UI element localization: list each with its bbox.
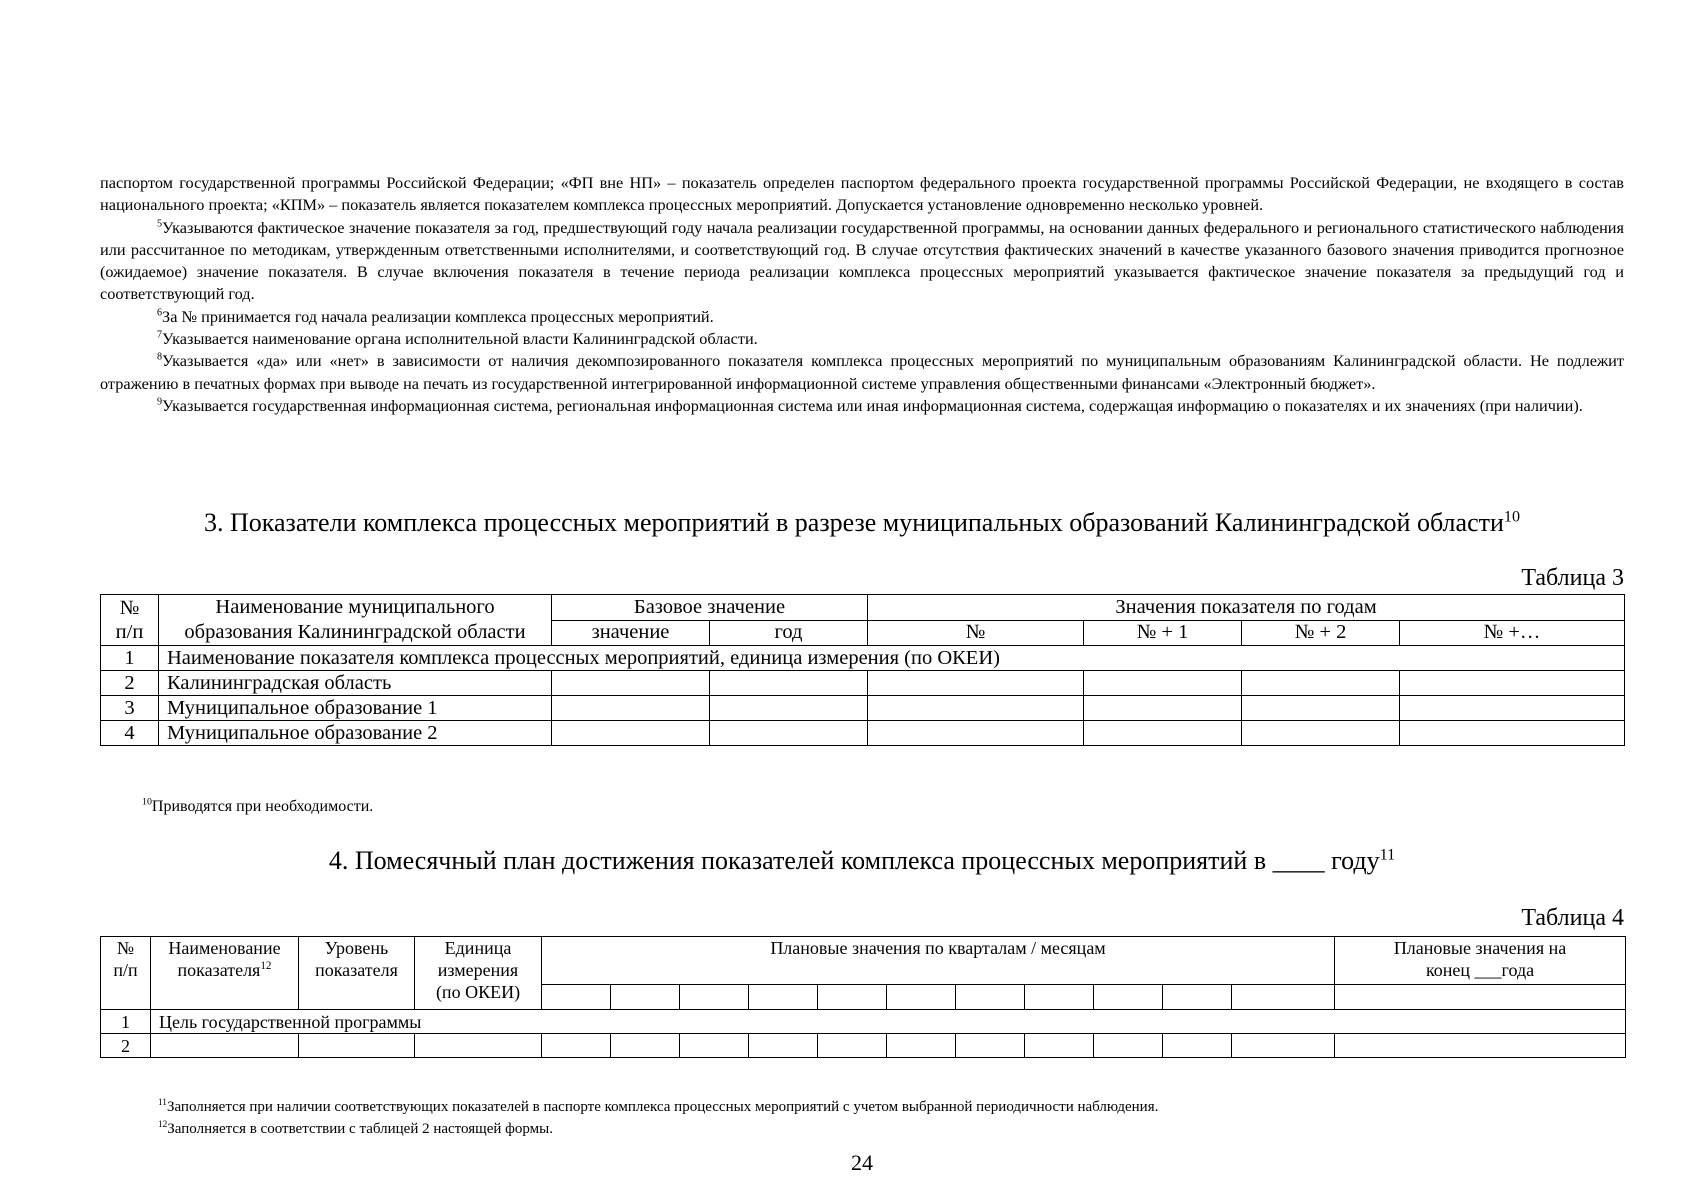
t3-header-y2: № + 2 <box>1242 620 1400 646</box>
t3-header-base: Базовое значение <box>552 595 868 621</box>
footnote-11: $^{11}$Заполняется при наличии соответствующих показателей в паспорте комплекса процессных мероприятий с учетом выбранной периодичности наблюдения. <box>158 1098 1159 1115</box>
page-number: 24 <box>851 1150 873 1175</box>
footnote-8: $^8$Указывается «да» или «нет» в зависимости от наличия декомпозированного показателя комплекса процессных мероприятий по муниципальным образованиям Калининградской области. Не подлежит отражению в печатных формах при выводе на печать из государственной интегрированной информационной системе управления общественными финансами «Электронный бюджет». <box>100 351 1624 393</box>
table-4-label: Таблица 4 <box>1521 905 1624 931</box>
t3-header-y0: № <box>868 620 1084 646</box>
t3-header-years: Значения показателя по годам <box>868 595 1625 621</box>
t3-header-base-value: значение <box>552 620 710 646</box>
t4-header-name: Наименование показателя$^{12}$ <box>151 937 299 1010</box>
table-row: 3 Муниципальное образование 1 <box>101 696 1625 721</box>
table-row: 1 Цель государственной программы <box>101 1010 1626 1034</box>
t3-header-num: № п/п <box>101 595 159 646</box>
document-page <box>100 0 1624 1200</box>
t4-header-unit: Единица измерения (по ОКЕИ) <box>415 937 542 1010</box>
table-3 <box>100 594 1625 746</box>
table-3-label: Таблица 3 <box>1521 565 1624 591</box>
t3-header-base-year: год <box>710 620 868 646</box>
t3-header-name: Наименование муниципального образования Калининградской области <box>159 595 552 646</box>
footnote-7: $^7$Указывается наименование органа исполнительной власти Калининградской области. <box>157 329 758 349</box>
t4-header-num: № п/п <box>101 937 151 1010</box>
t4-header-level: Уровень показателя <box>299 937 415 1010</box>
table-row: 4 Муниципальное образование 2 <box>101 721 1625 746</box>
table-row: 2 <box>101 1034 1626 1058</box>
table-row: 2 Калининградская область <box>101 671 1625 696</box>
t3-header-y1: № + 1 <box>1084 620 1242 646</box>
footnote-9: $^9$Указывается государственная информационная система, региональная информационная система или иная информационная система, содержащая информацию о показателях и их значениях (при наличии). <box>157 395 1583 415</box>
table-4 <box>100 936 1626 1058</box>
section-3-title: 3. Показатели комплекса процессных мероприятий в разрезе муниципальных образований Калининградской области$^{10}$ <box>204 508 1520 537</box>
t4-header-end: Плановые значения на конец ___года <box>1335 937 1626 985</box>
footnote-continuation: паспортом государственной программы Российской Федерации; «ФП вне НП» – показатель определен паспортом федерального проекта государственной программы Российской Федерации, не входящего в состав национального проекта; «КПМ» – показатель является показателем комплекса процессных мероприятий. Допускается установление одновременно несколько уровней. <box>100 173 1624 215</box>
footnote-6: $^6$За № принимается год начала реализации комплекса процессных мероприятий. <box>157 306 714 326</box>
t4-header-plan: Плановые значения по кварталам / месяцам <box>542 937 1335 985</box>
footnote-5: $^5$Указываются фактическое значение показателя за год, предшествующий году начала реализации государственной программы, на основании данных федерального и регионального статистического наблюдения или рассчитанное по методикам, утвержденным ответственными исполнителями, и соответствующий год. В случае отсутствия фактических значений в качестве указанного базового значения приводится прогнозное (ожидаемое) значение показателя. В случае включения показателя в течение периода реализации комплекса процессных мероприятий указывается фактическое значение показателя за предыдущий год и соответствующий год. <box>100 217 1624 304</box>
table-row: 1 Наименование показателя комплекса процессных мероприятий, единица измерения (по ОКЕИ) <box>101 646 1625 671</box>
section-4-title: 4. Помесячный план достижения показателей комплекса процессных мероприятий в ____ году$^{11}$ <box>328 846 1396 875</box>
footnote-10: $^{10}$Приводятся при необходимости. <box>142 796 374 815</box>
footnotes-top <box>100 172 1624 417</box>
footnote-12: $^{12}$Заполняется в соответствии с таблицей 2 настоящей формы. <box>158 1120 553 1137</box>
t3-header-y3: № +… <box>1400 620 1625 646</box>
